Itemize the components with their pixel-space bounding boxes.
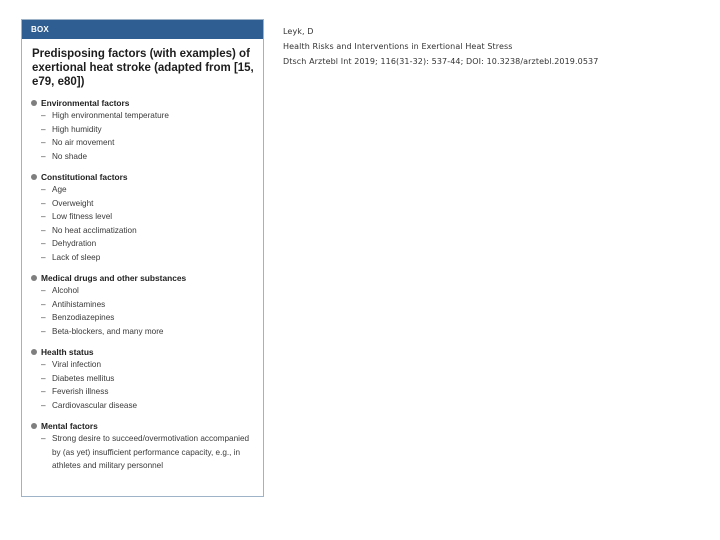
- list-item: – Feverish illness: [41, 387, 109, 396]
- list-item: – Lack of sleep: [41, 252, 101, 262]
- factor-box: [21, 19, 264, 497]
- list-item: – Low fitness level: [41, 212, 113, 221]
- section-health-status: [22, 346, 263, 412]
- citation-title: Health Risks and Interventions in Exertional Heat Stress: [283, 42, 513, 51]
- citation-author: Leyk, D: [283, 27, 314, 36]
- bullet-icon: [31, 100, 37, 106]
- list-item: – Viral infection: [41, 360, 102, 369]
- citation-reference: Dtsch Arztebl Int 2019; 116(31-32): 537-44; DOI: 10.3238/arztebl.2019.0537: [283, 57, 599, 66]
- box-label: BOX: [22, 20, 263, 39]
- list-item: – High humidity: [41, 124, 102, 134]
- section-heading: Environmental factors: [41, 98, 130, 108]
- box-title: Predisposing factors (with examples) of exertional heat stroke (adapted from [15, e79, e80]): [32, 48, 254, 88]
- list-item: – Cardiovascular disease: [41, 400, 138, 410]
- bullet-icon: [31, 349, 37, 355]
- list-item: – Dehydration: [41, 239, 97, 248]
- section-constitutional: [22, 171, 263, 264]
- section-mental-factors: [22, 420, 263, 473]
- list-item: – High environmental temperature: [41, 111, 169, 120]
- bullet-icon: [31, 275, 37, 281]
- item-list: [31, 183, 263, 264]
- item-list: [31, 432, 263, 473]
- section-heading: Mental factors: [41, 421, 98, 431]
- section-medical-drugs: [22, 272, 263, 338]
- list-item: – Diabetes mellitus: [41, 373, 115, 383]
- section-environmental: [22, 97, 263, 163]
- section-heading: Medical drugs and other substances: [41, 273, 187, 283]
- list-item: – Antihistamines: [41, 299, 106, 309]
- list-item: – No heat acclimatization: [41, 225, 137, 235]
- section-heading: Health status: [41, 347, 94, 357]
- list-item: – Strong desire to succeed/overmotivation accompanied by (as yet) insufficient performance capacity, e.g., in athletes and military personnel: [41, 434, 250, 470]
- list-item: – Age: [41, 185, 67, 194]
- section-heading: Constitutional factors: [41, 172, 128, 182]
- citation: [283, 24, 598, 69]
- list-item: – Alcohol: [41, 286, 79, 295]
- bullet-icon: [31, 174, 37, 180]
- item-list: [31, 109, 263, 163]
- list-item: – No air movement: [41, 138, 115, 147]
- list-item: – Beta-blockers, and many more: [41, 326, 164, 336]
- item-list: [31, 284, 263, 338]
- bullet-icon: [31, 423, 37, 429]
- list-item: – Benzodiazepines: [41, 313, 115, 322]
- list-item: – Overweight: [41, 198, 94, 208]
- item-list: [31, 358, 263, 412]
- list-item: – No shade: [41, 151, 88, 161]
